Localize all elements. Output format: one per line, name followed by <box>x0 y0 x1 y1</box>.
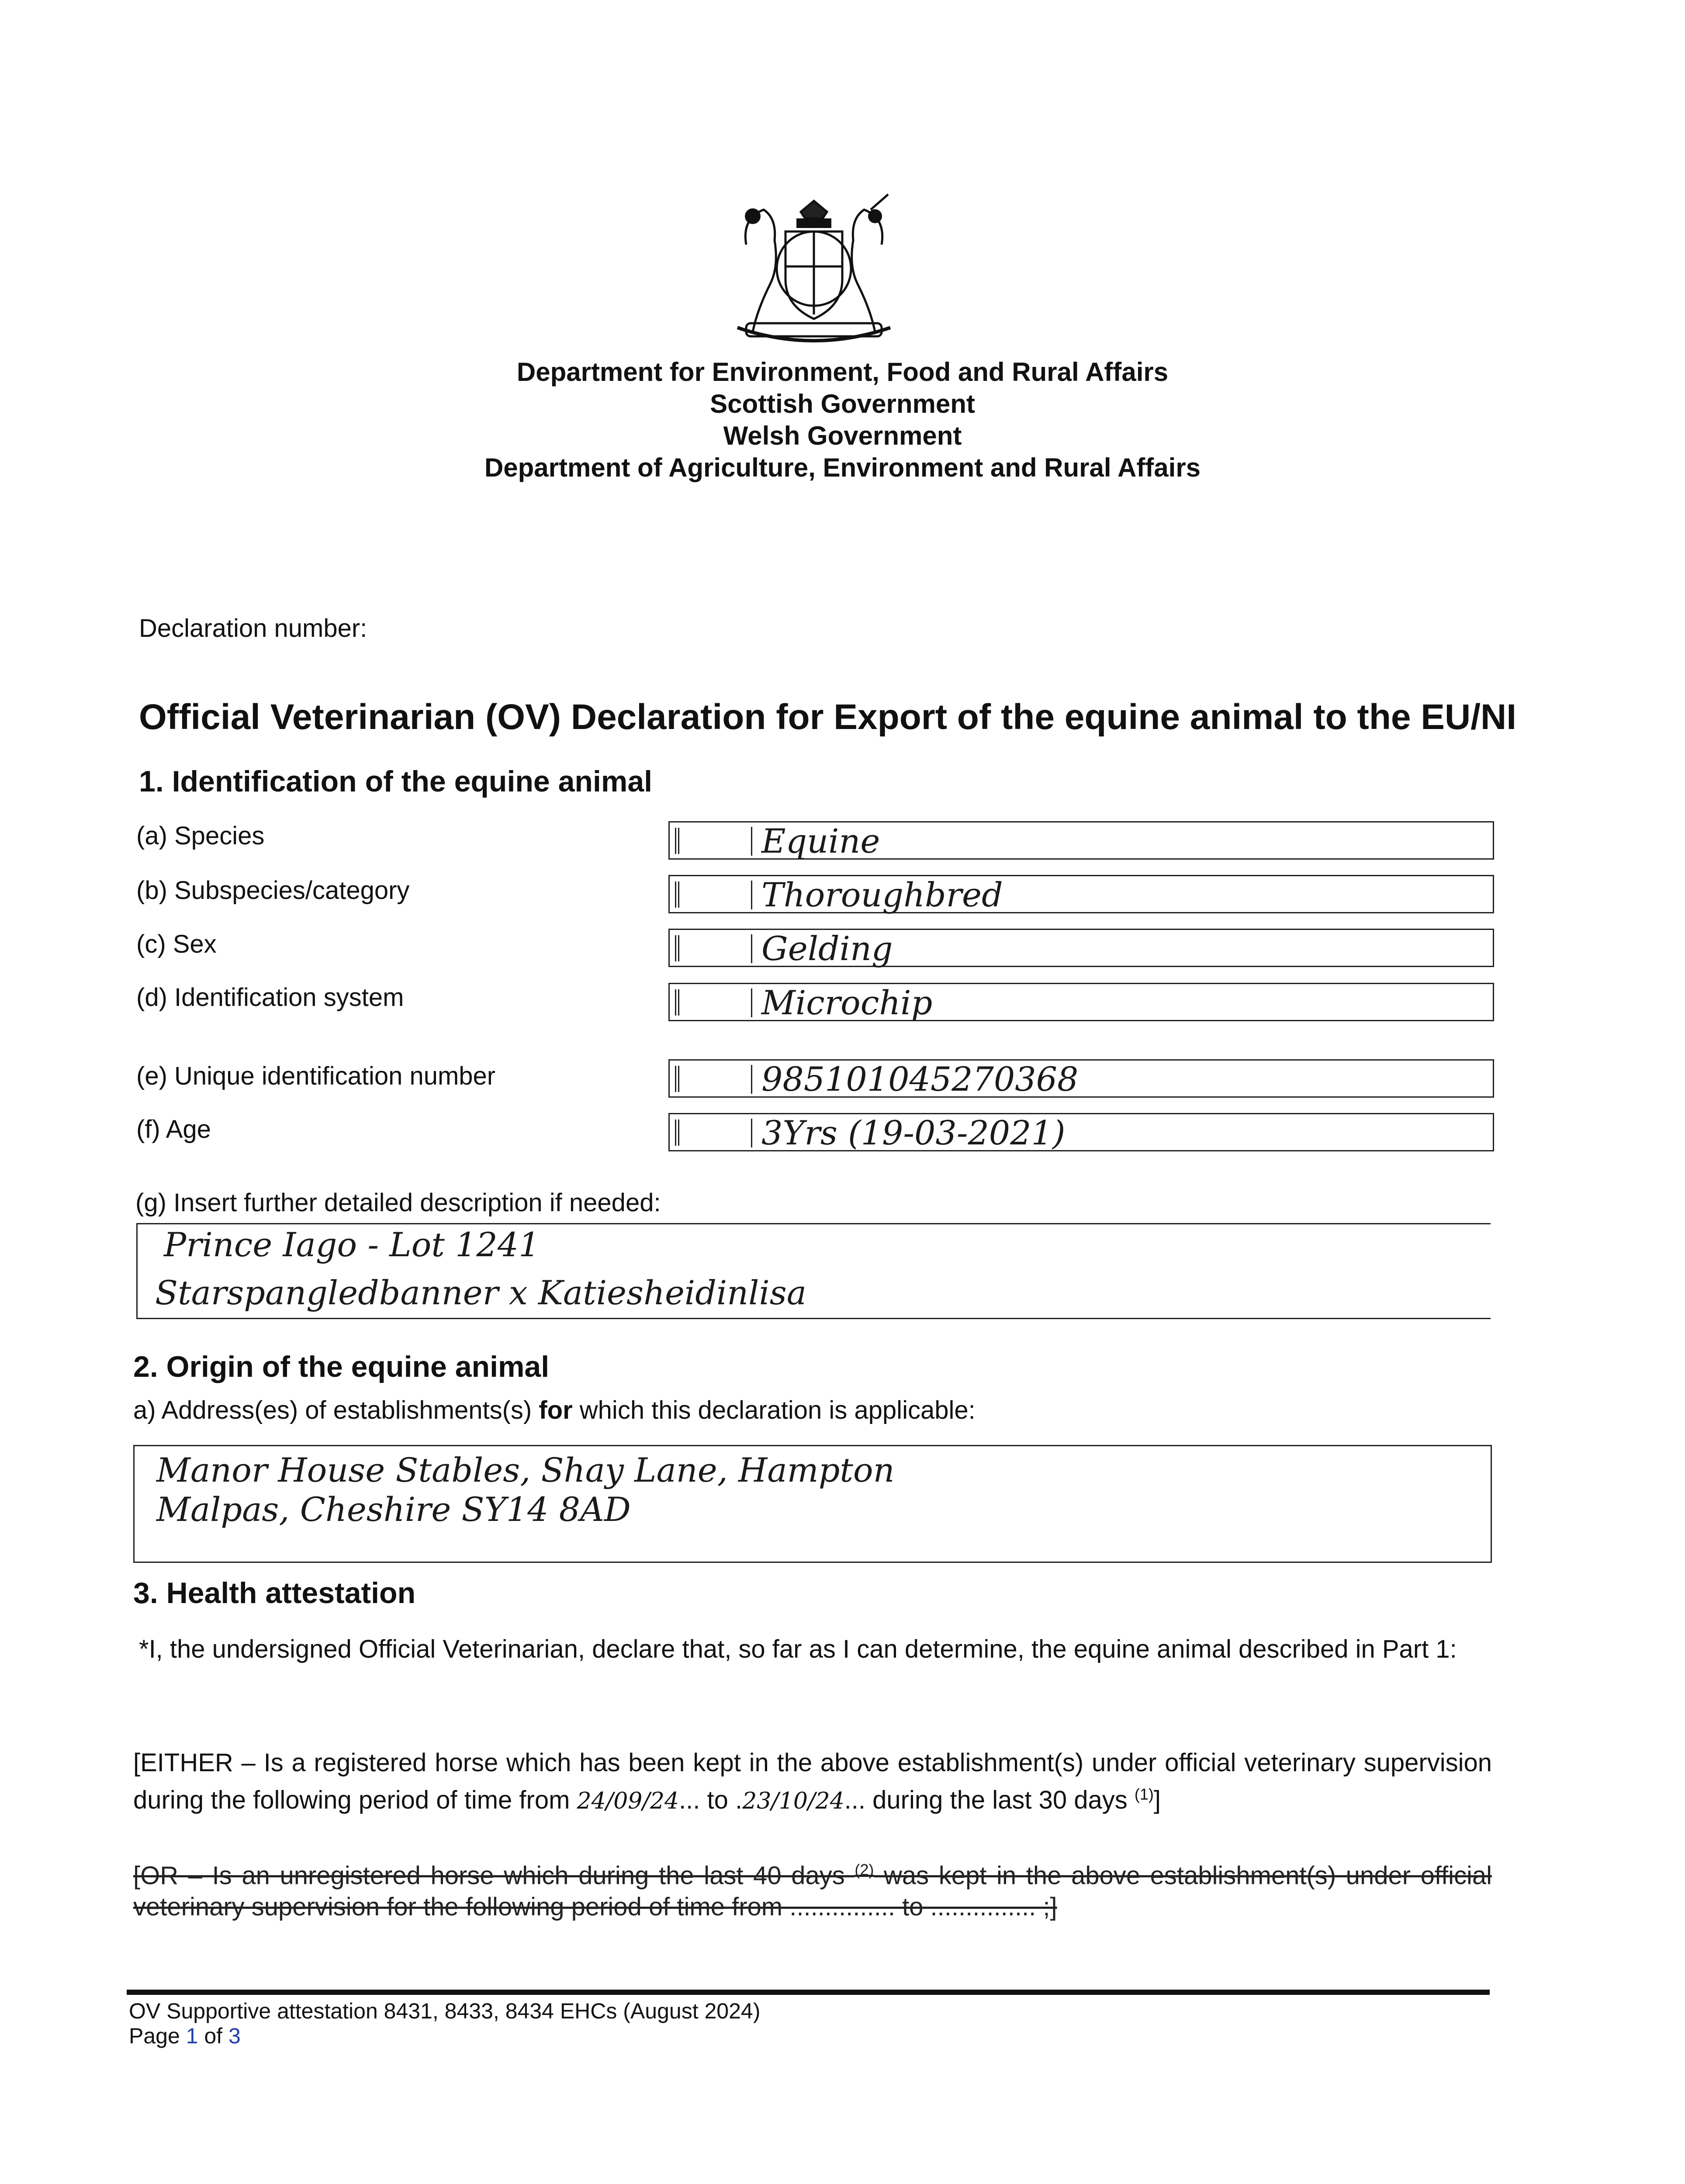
department-line: Department of Agriculture, Environment and Rural Affairs <box>484 453 1201 482</box>
sex-value: Gelding <box>761 929 893 968</box>
footer-reference: OV Supportive attestation 8431, 8433, 8434 EHCs (August 2024) <box>129 1999 761 2023</box>
or-text-post: was kept in the above establishment(s) under official veterinary supervision for the following period of time from ............... to ............... ;] <box>133 1861 1492 1921</box>
address-label <box>133 1396 976 1425</box>
age-value: 3Yrs (19-03-2021) <box>761 1113 1066 1152</box>
either-text: [EITHER – Is a registered horse which has been kept in the above establishment(s) under official veterinary supervision during the following period of time from <box>133 1749 1492 1814</box>
further-description-label: (g) Insert further detailed description if needed: <box>135 1189 661 1217</box>
address-label-pre: a) Address(es) of establishments(s) <box>133 1396 539 1424</box>
either-mid: ... to . <box>679 1786 743 1814</box>
uid-field[interactable] <box>668 1059 1494 1098</box>
further-description-field[interactable] <box>136 1223 1491 1319</box>
field-tick <box>675 989 679 1016</box>
health-intro: *I, the undersigned Official Veterinarian, declare that, so far as I can determine, the equine animal described in Part 1: <box>139 1635 1457 1663</box>
total-pages: 3 <box>228 2024 241 2048</box>
sex-field[interactable] <box>668 929 1494 967</box>
field-tick <box>751 988 752 1017</box>
age-label: (f) Age <box>136 1115 211 1144</box>
address-label-post: which this declaration is applicable: <box>572 1396 976 1424</box>
age-field[interactable] <box>668 1113 1494 1151</box>
either-post: ... during the last 30 days <box>844 1786 1135 1814</box>
address-line: Manor House Stables, Shay Lane, Hampton <box>156 1451 895 1489</box>
field-tick <box>751 1119 752 1147</box>
department-line: Welsh Government <box>723 421 962 450</box>
royal-coat-of-arms <box>720 192 908 349</box>
field-tick <box>675 828 679 854</box>
field-tick <box>675 935 679 961</box>
identification-system-value: Microchip <box>761 983 933 1022</box>
either-clause <box>133 1747 1492 1817</box>
species-field[interactable] <box>668 821 1494 860</box>
or-text: [OR – Is an unregistered horse which during the last 40 days <box>133 1861 855 1890</box>
current-page: 1 <box>186 2024 198 2048</box>
department-line: Scottish Government <box>710 389 975 418</box>
or-clause-struck <box>133 1854 1492 1923</box>
field-tick <box>751 827 752 856</box>
field-tick <box>751 1065 752 1094</box>
address-label-bold: for <box>539 1396 573 1424</box>
footer-rule <box>127 1990 1490 1995</box>
either-footnote: (1) <box>1134 1785 1154 1803</box>
identification-system-label: (d) Identification system <box>136 983 404 1012</box>
uid-value: 985101045270368 <box>761 1060 1079 1099</box>
either-from-date: 24/09/24 <box>577 1788 679 1814</box>
subspecies-field[interactable] <box>668 875 1494 913</box>
field-tick <box>675 881 679 908</box>
department-line: Department for Environment, Food and Rural Affairs <box>516 357 1169 387</box>
or-footnote: (2) <box>855 1861 874 1879</box>
either-end: ] <box>1153 1786 1161 1814</box>
subspecies-label: (b) Subspecies/category <box>136 876 410 905</box>
description-line: Prince Iago - Lot 1241 <box>164 1225 540 1264</box>
species-label: (a) Species <box>136 822 265 850</box>
document-title: Official Veterinarian (OV) Declaration for Export of the equine animal to the EU/NI <box>139 697 1516 737</box>
departments-header <box>0 356 1685 484</box>
field-tick <box>751 934 752 963</box>
identification-system-field[interactable] <box>668 983 1494 1021</box>
sex-label: (c) Sex <box>136 930 217 958</box>
either-to-date: 23/10/24 <box>742 1788 844 1814</box>
section2-heading: 2. Origin of the equine animal <box>133 1350 550 1383</box>
field-tick <box>675 1120 679 1146</box>
section3-heading: 3. Health attestation <box>133 1576 416 1610</box>
page-number <box>129 2023 241 2049</box>
declaration-number-label: Declaration number: <box>139 614 367 643</box>
page-word: Page <box>129 2024 186 2048</box>
address-line: Malpas, Cheshire SY14 8AD <box>156 1490 631 1529</box>
section1-heading: 1. Identification of the equine animal <box>139 765 653 798</box>
uid-label: (e) Unique identification number <box>136 1062 496 1090</box>
subspecies-value: Thoroughbred <box>761 875 1003 914</box>
field-tick <box>751 881 752 909</box>
of-word: of <box>198 2024 228 2048</box>
field-tick <box>675 1066 679 1092</box>
description-line: Starspangledbanner x Katiesheidinlisa <box>155 1273 807 1312</box>
species-value: Equine <box>761 822 880 860</box>
address-field[interactable] <box>133 1445 1492 1563</box>
